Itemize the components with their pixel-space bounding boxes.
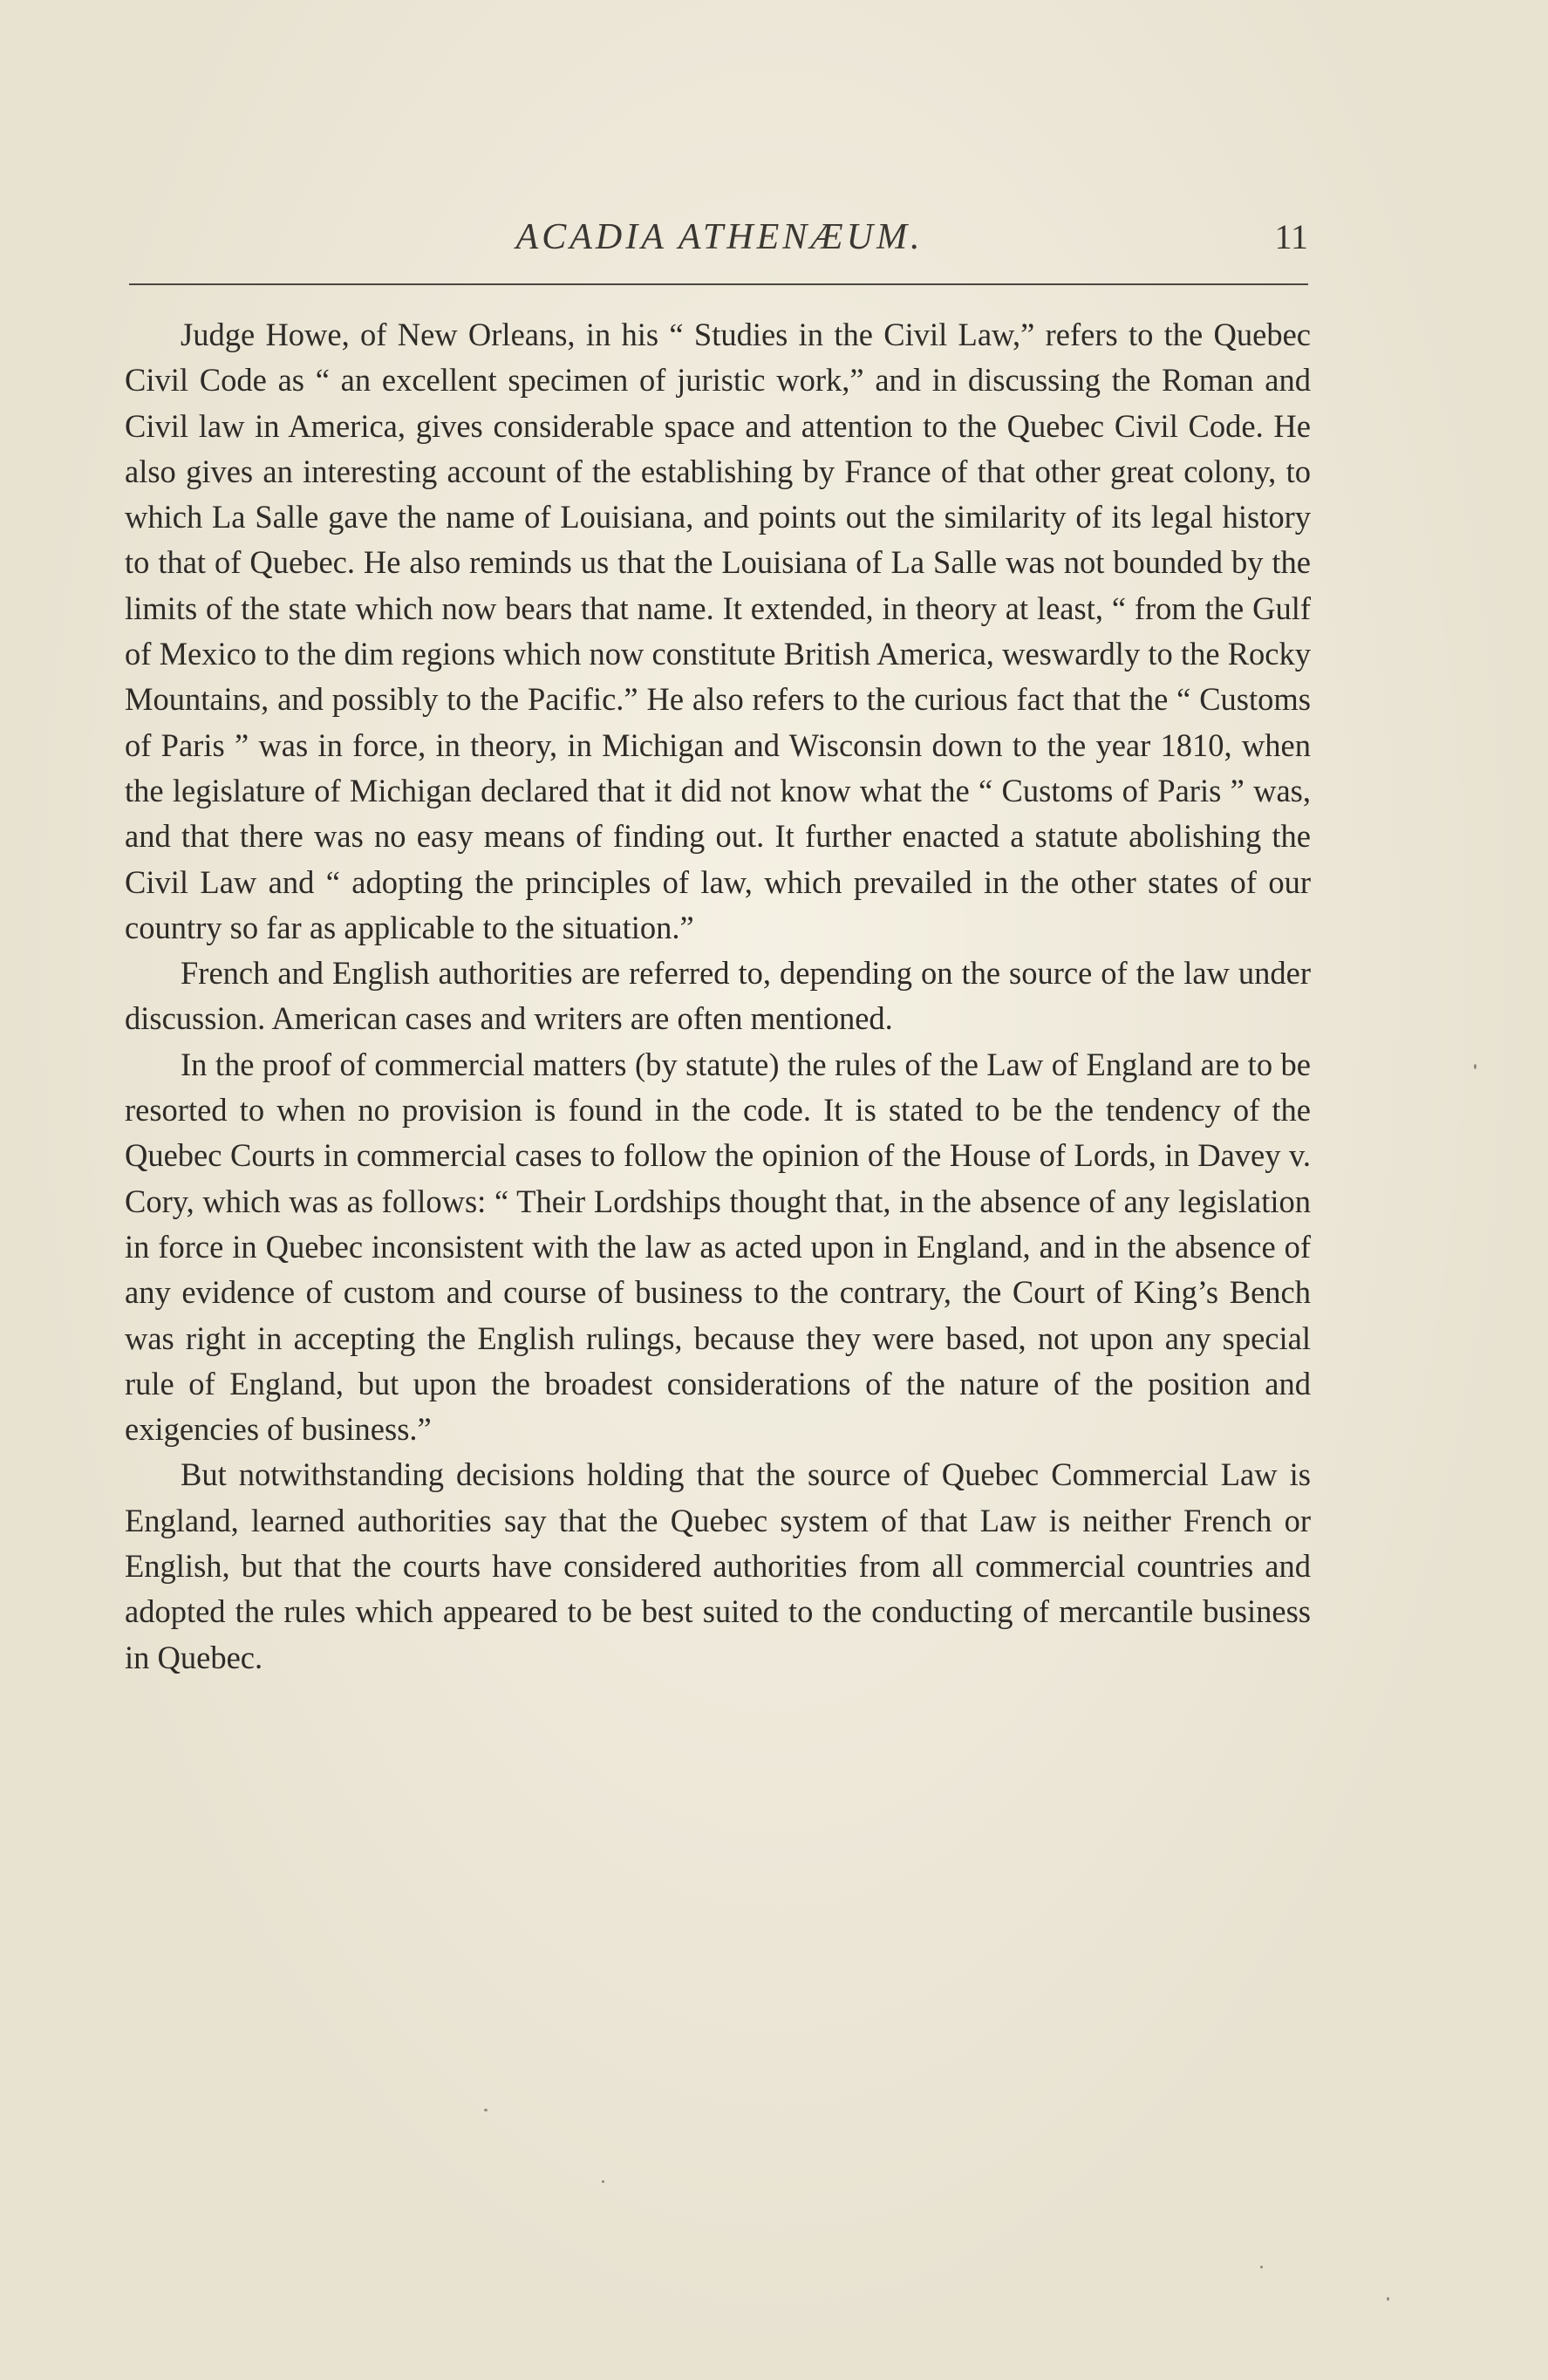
page-number: 11	[1274, 217, 1308, 256]
paragraph: Judge Howe, of New Orleans, in his “ Studies in the Civil Law,” refers to the Quebec Civil Code as “ an excellent specimen of juristic work,” and in discussing the Roman and Civil law in America, gives considerable space and attention to the Quebec Civil Code. He also gives an interesting account of the establishing by France of that other great colony, to which La Salle gave the name of Louisiana, and points out the similarity of its legal history to that of Quebec. He also reminds us that the Louisiana of La Salle was not bounded by the limits of the state which now bears that name. It extended, in theory at least, “ from the Gulf of Mexico to the dim regions which now constitute British America, weswardly to the Rocky Mountains, and possibly to the Pacific.” He also refers to the curious fact that the “ Customs of Paris ” was in force, in theory, in Michigan and Wisconsin down to the year 1810, when the legislature of Michigan declared that it did not know what the “ Customs of Paris ” was, and that there was no easy means of finding out. It further enacted a statute abolishing the Civil Law and “ adopting the principles of law, which prevailed in the other states of our country so far as applicable to the situation.”	[125, 317, 1311, 945]
paragraph: In the proof of commercial matters (by statute) the rules of the Law of England are to be resorted to when no provision is found in the code. It is stated to be the tendency of the Quebec Courts in commercial cases to follow the opinion of the House of Lords, in Davey v. Cory, which was as follows: “ Their Lordships thought that, in the absence of any legislation in force in Quebec inconsistent with the law as acted upon in England, and in the absence of any evidence of custom and course of business to the contrary, the Court of King’s Bench was right in accepting the English rulings, because they were based, not upon any special rule of England, but upon the broadest considerations of the nature of the position and exigencies of business.”	[125, 1046, 1311, 1448]
page-header	[131, 216, 1308, 277]
paper-speck	[1387, 2297, 1389, 2301]
paragraph: French and English authorities are referred to, depending on the source of the law under discussion. American cases and writers are often mentioned.	[125, 955, 1311, 1037]
article-body	[125, 312, 1311, 1681]
paper-speck	[1260, 2266, 1263, 2268]
paper-speck	[1474, 1064, 1476, 1069]
paper-speck	[484, 2109, 488, 2111]
paper-speck	[602, 2180, 604, 2183]
running-title: ACADIA ATHENÆUM.	[515, 217, 924, 257]
paragraph: But notwithstanding decisions holding that the source of Quebec Commercial Law is England, learned authorities say that the Quebec system of that Law is neither French or English, but that the courts have considered authorities from all commercial countries and adopted the rules which appeared to be best suited to the conducting of mercantile business in Quebec.	[125, 1456, 1311, 1675]
header-rule	[129, 283, 1308, 285]
